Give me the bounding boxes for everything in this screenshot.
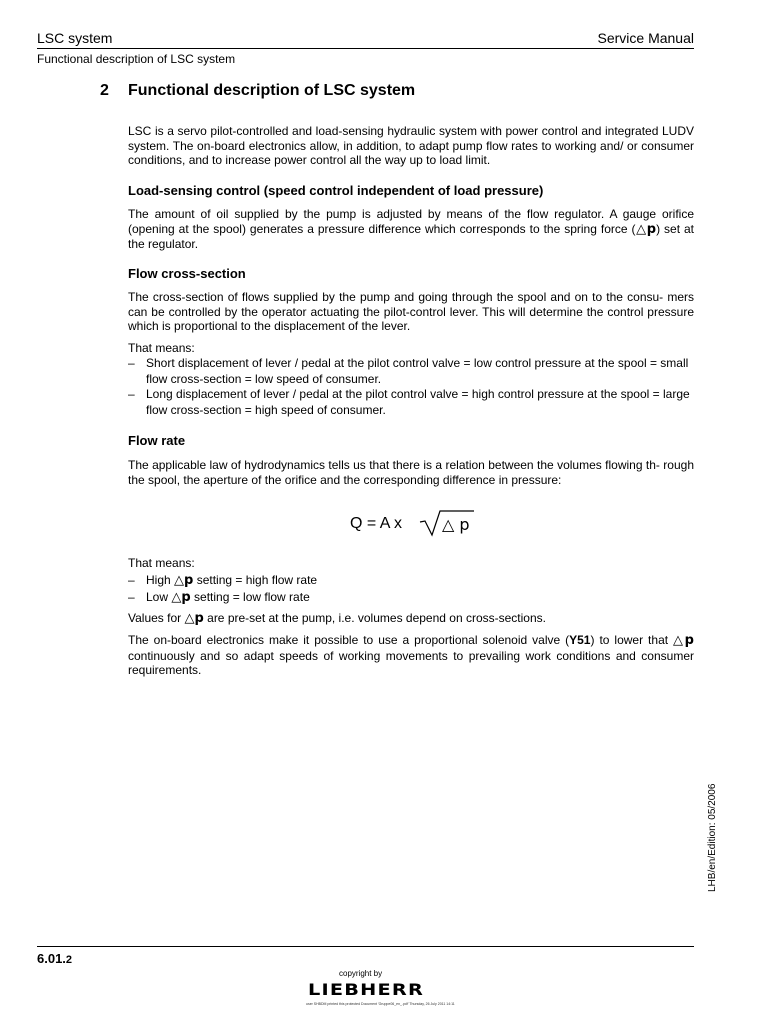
page-number: 6.01.2	[37, 951, 73, 966]
flow-cross-section-paragraph: The cross-section of flows supplied by the pump and going through the spool and on to the consu- mers can be controlled by the operator actuating the pilot-control lever. This will determine the control pressure which is proportional to the displacement of the lever.	[128, 290, 694, 334]
load-sensing-paragraph	[128, 207, 694, 252]
copyright-text: copyright by	[339, 969, 383, 978]
header-left: LSC system	[37, 30, 113, 46]
values-paragraph: Values for △p are pre-set at the pump, i.e. volumes depend on cross-sections.	[128, 611, 546, 626]
flow-formula	[350, 508, 480, 538]
print-notice: user SHBDM printed this protected Document 'Gruppe06_en_.pdf' Thursday, 26 July 2011 14:11	[306, 1002, 455, 1006]
header-rule	[37, 48, 694, 49]
that-means-2: That means:	[128, 556, 195, 570]
intro-paragraph: LSC is a servo pilot-controlled and load-sensing hydraulic system with power control and integrated LUDV system. The on-board electronics allow, in addition, to adapt pump flow rates to working and/ or consumer conditions, and to increase power control all the way up to load limit.	[128, 124, 694, 168]
list-item: – High △p setting = high flow rate	[128, 573, 318, 588]
flow-rate-paragraph: The applicable law of hydrodynamics tells us that there is a relation between the volumes flowing th- rough the spool, the aperture of the orifice and the corresponding difference in pressure:	[128, 458, 694, 487]
onboard-paragraph: The on-board electronics make it possible to use a proportional solenoid valve (Y51) to lower that △p continuously and so adapt speeds of working movements to prevailing work conditions and consumer requirements.	[128, 633, 694, 678]
header-subtitle: Functional description of LSC system	[37, 52, 236, 66]
valve-label: Y51	[569, 633, 591, 647]
list-item: – Short displacement of lever / pedal at the pilot control valve = low control pressure at the spool = small flow cross-section = low speed of consumer.	[128, 356, 689, 386]
flow-cross-section-list	[128, 356, 694, 418]
that-means-1: That means:	[128, 341, 195, 355]
formula-radicand: △ p	[442, 515, 470, 534]
section-title: Functional description of LSC system	[128, 82, 416, 99]
svg-text:LIEBHERR: LIEBHERR	[308, 981, 424, 997]
flow-cross-section-heading: Flow cross-section	[128, 266, 246, 281]
load-sensing-text-after: ) set at the regulator.	[128, 221, 694, 252]
liebherr-logo	[306, 981, 426, 997]
flow-rate-heading: Flow rate	[128, 433, 186, 448]
load-sensing-heading: Load-sensing control (speed control independent of load pressure)	[128, 183, 544, 198]
section-number: 2	[100, 82, 109, 99]
flow-rate-list	[128, 572, 694, 606]
formula-left: Q = A x	[350, 515, 403, 532]
list-item: – Low △p setting = low flow rate	[128, 590, 310, 605]
edition-label: LHB/en/Edition: 05/2006	[707, 783, 718, 892]
load-sensing-text-before: The amount of oil supplied by the pump is adjusted by means of the flow regulator. A gauge orifice (opening at the spool) generates a pressure difference which corresponds to the spring force (	[128, 207, 694, 236]
list-item: – Long displacement of lever / pedal at the pilot control valve = high control pressure at the spool = large flow cross-section = high speed of consumer.	[128, 387, 690, 417]
delta-p-symbol: △p	[635, 221, 657, 237]
footer-rule	[37, 946, 694, 947]
header-right: Service Manual	[597, 30, 694, 46]
